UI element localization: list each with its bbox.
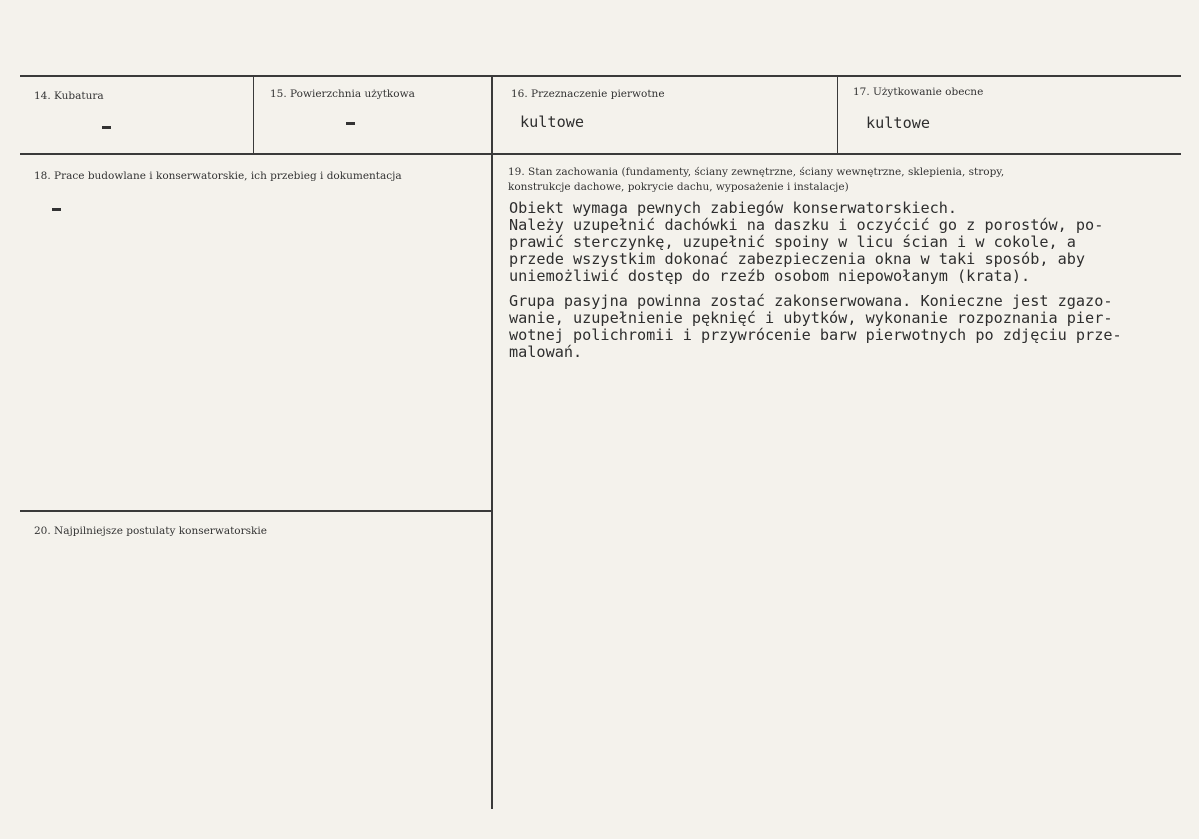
field-14-label: 14. Kubatura — [34, 90, 104, 102]
row-divider — [20, 153, 1181, 155]
field-14-empty-dash — [102, 126, 111, 129]
top-rule — [20, 75, 1181, 77]
text-line: Grupa pasyjna powinna zostać zakonserwowana. Konieczne jest zgazo- — [509, 292, 1113, 310]
left-divider — [20, 510, 492, 512]
field-15-empty-dash — [346, 122, 355, 125]
field-19-label-line1: 19. Stan zachowania (fundamenty, ściany zewnętrzne, ściany wewnętrzne, sklepienia, stropy, — [508, 166, 1005, 178]
field-16-value: kultowe — [520, 113, 585, 131]
text-line: uniemożliwić dostęp do rzeźb osobom niepowołanym (krata). — [509, 267, 1031, 285]
text-line: Obiekt wymaga pewnych zabiegów konserwatorskiech. — [509, 199, 958, 217]
field-17-label: 17. Użytkowanie obecne — [853, 86, 984, 98]
text-line: prawić sterczynkę, uzupełnić spoiny w licu ścian i w cokole, a — [509, 233, 1076, 251]
text-line: wanie, uzupełnienie pęknięć i ubytków, wykonanie rozpoznania pier- — [509, 309, 1113, 327]
field-20-label: 20. Najpilniejsze postulaty konserwatorskie — [34, 525, 267, 537]
field-17-value: kultowe — [866, 114, 931, 132]
col-divider-1 — [253, 77, 254, 154]
text-line: wotnej polichromii i przywrócenie barw pierwotnych po zdjęciu prze- — [509, 326, 1122, 344]
field-19-label-line2: konstrukcje dachowe, pokrycie dachu, wyposażenie i instalacje) — [508, 181, 849, 193]
field-16-label: 16. Przeznaczenie pierwotne — [511, 88, 665, 100]
col-divider-3 — [837, 77, 838, 154]
text-line: przede wszystkim dokonać zabezpieczenia okna w taki sposób, aby — [509, 250, 1086, 268]
text-line: Należy uzupełnić dachówki na daszku i oczyćcić go z porostów, po- — [509, 216, 1104, 234]
field-18-label: 18. Prace budowlane i konserwatorskie, ich przebieg i dokumentacja — [34, 170, 402, 182]
text-line: malowań. — [509, 343, 583, 361]
field-18-empty-dash — [52, 208, 61, 211]
field-15-label: 15. Powierzchnia użytkowa — [270, 88, 415, 100]
col-divider-2 — [491, 77, 493, 809]
